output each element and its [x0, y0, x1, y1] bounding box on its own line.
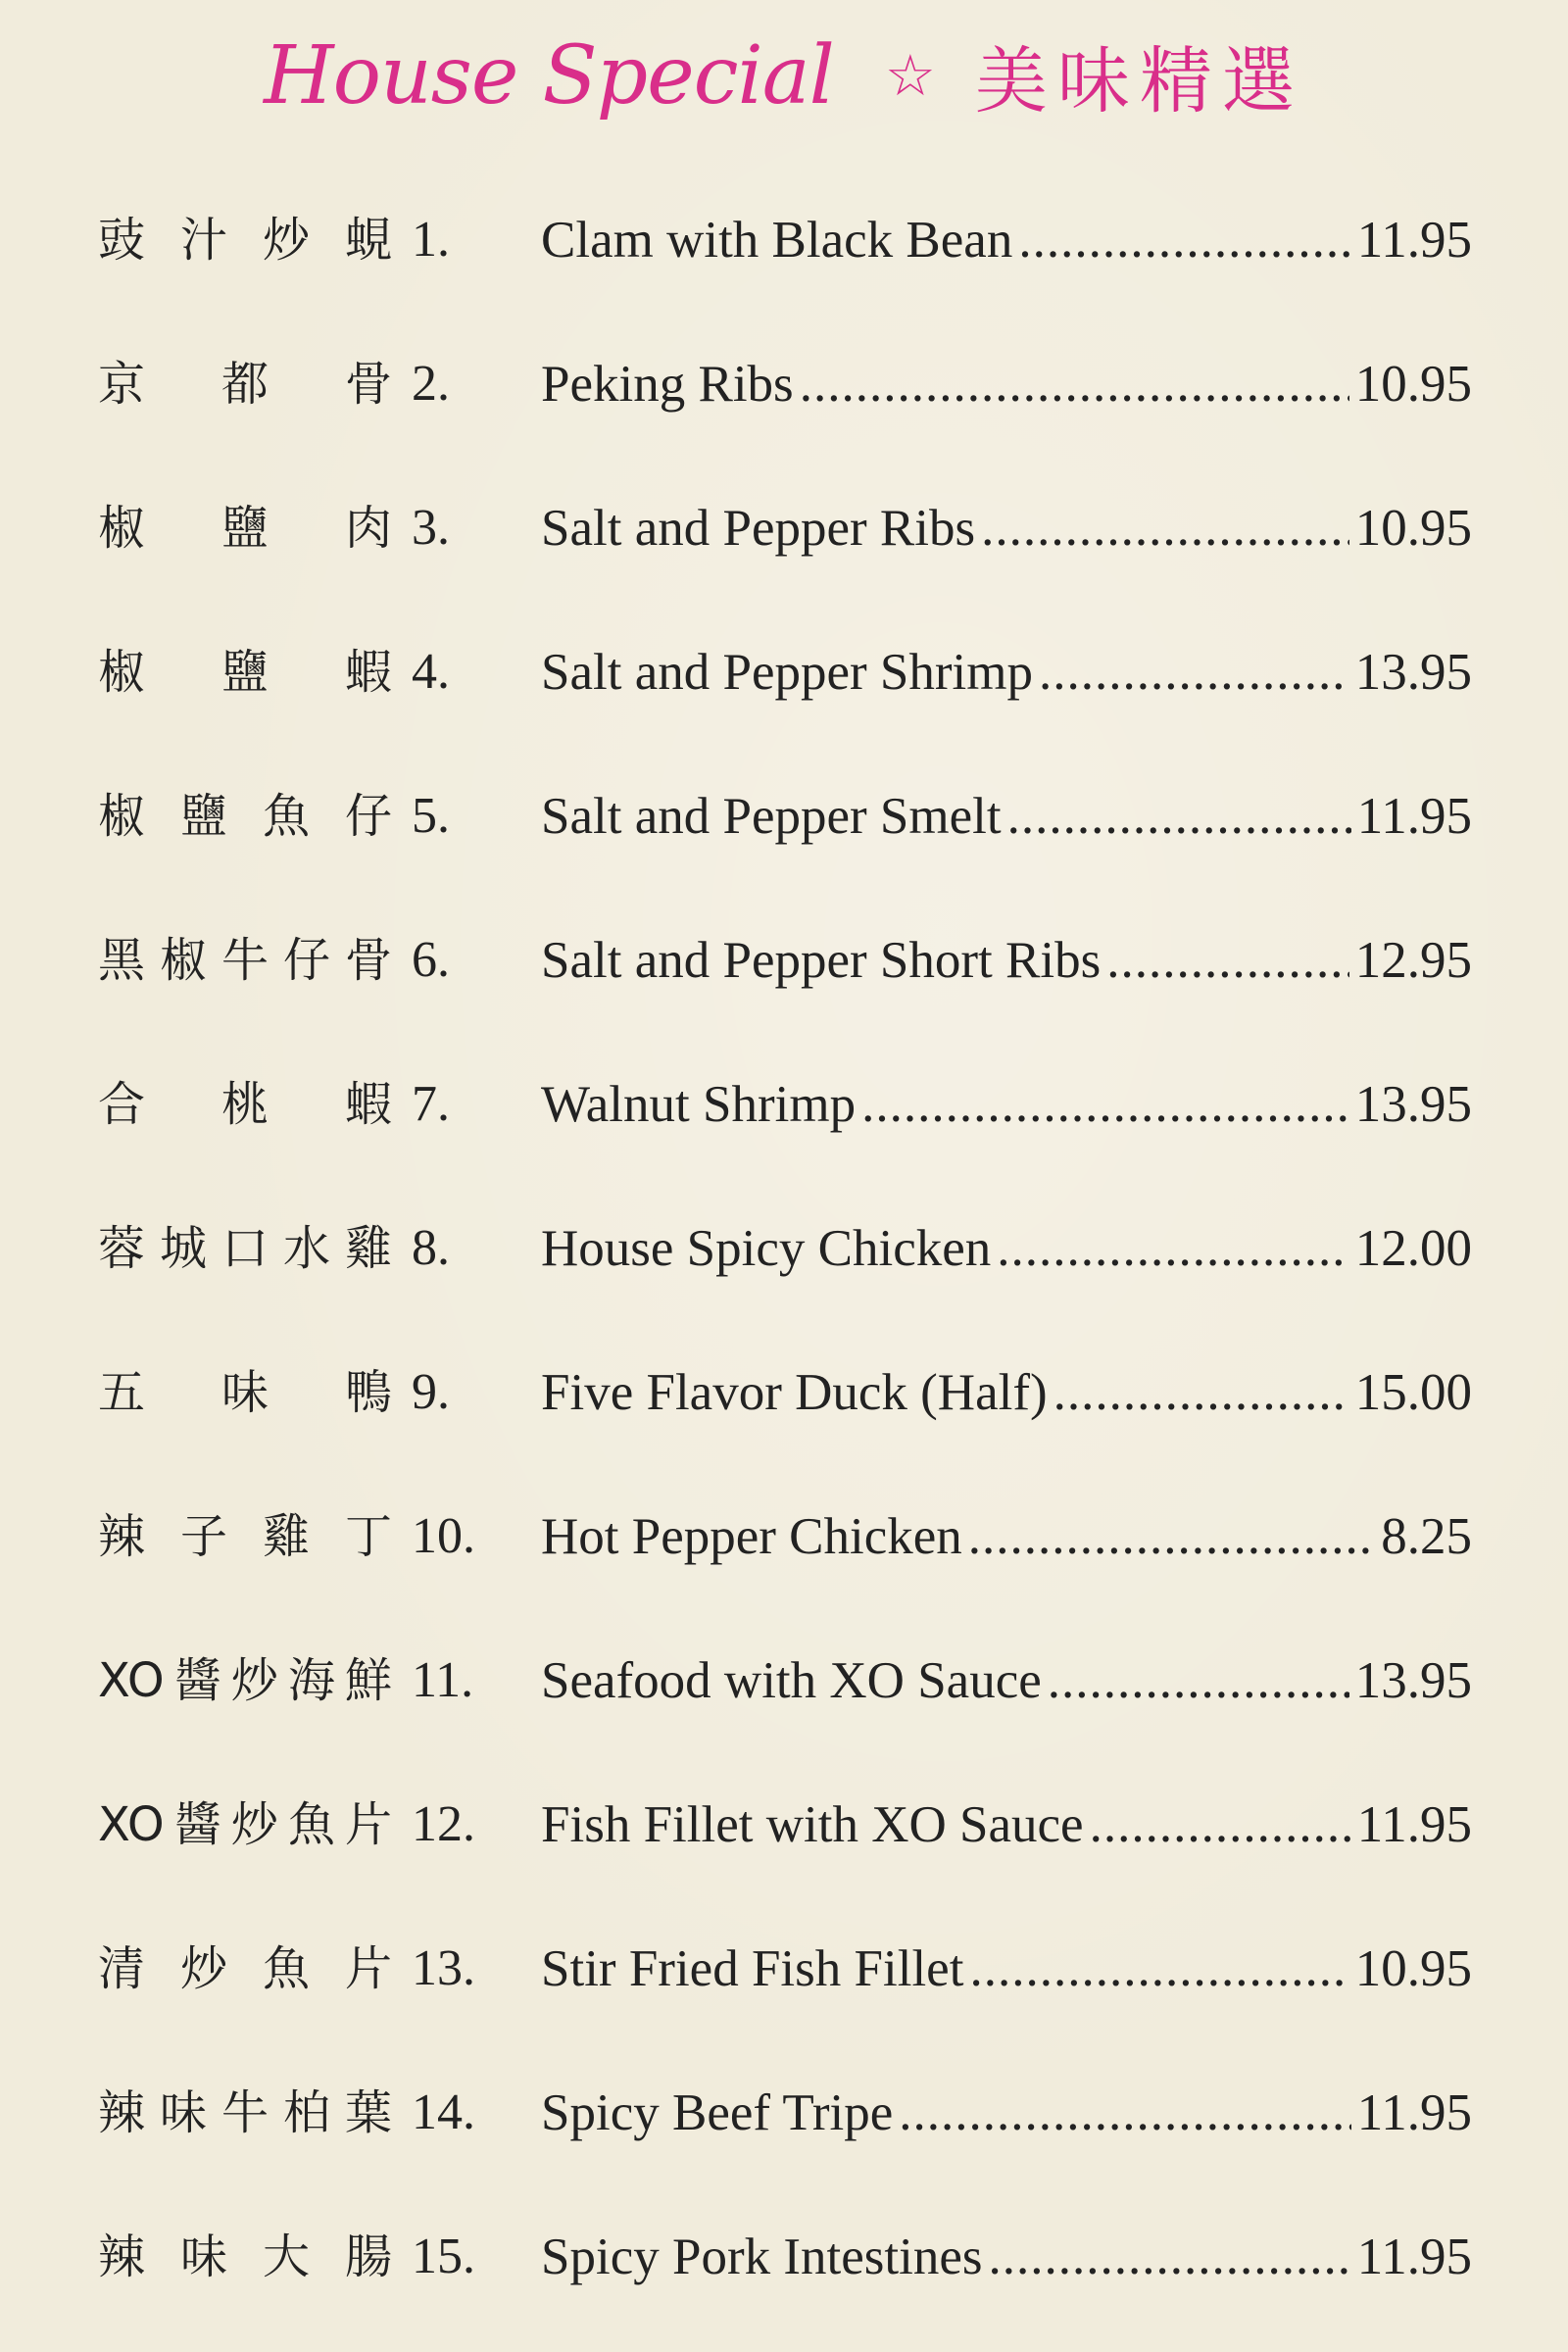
menu-item-number: 11. — [412, 1652, 474, 1708]
menu-item-chinese-char: 骨 — [344, 933, 392, 988]
menu-item-number: 6. — [412, 932, 450, 988]
menu-item-chinese-char: 片 — [344, 1797, 392, 1852]
menu-item-number: 8. — [412, 1220, 450, 1276]
menu-item-chinese-char: 雞 — [262, 1509, 310, 1564]
menu-item-description — [541, 1651, 1472, 1710]
menu-item-chinese-char: 片 — [344, 1941, 392, 1996]
menu-item — [0, 479, 1568, 623]
menu-item-chinese-char: 鴨 — [344, 1365, 392, 1420]
menu-item-chinese-char: 椒 — [159, 933, 207, 988]
menu-item-chinese-name — [98, 1651, 392, 1710]
menu-item — [0, 1055, 1568, 1200]
menu-item-number: 5. — [412, 788, 450, 844]
menu-item-chinese-char: 辣 — [98, 2230, 146, 2284]
menu-item-english-name: Five Flavor Duck (Half) — [541, 1364, 1048, 1421]
menu-item-english-name: House Spicy Chicken — [541, 1220, 992, 1277]
menu-item-description — [541, 1075, 1472, 1134]
menu-item-number: 1. — [412, 212, 450, 268]
menu-item-chinese-char: 清 — [98, 1941, 146, 1996]
menu-item-chinese-char: 蓉 — [98, 1221, 146, 1276]
menu-item-chinese-char: 城 — [159, 1221, 207, 1276]
menu-item-english-name: Spicy Pork Intestines — [541, 2229, 983, 2285]
menu-item — [0, 1920, 1568, 2064]
menu-item-chinese-char: 醬 — [173, 1653, 221, 1708]
menu-item-number: 13. — [412, 1940, 475, 1996]
menu-item-chinese-char: 子 — [179, 1509, 227, 1564]
star-icon: ☆ — [884, 42, 936, 109]
menu-item-price: 11.95 — [1356, 788, 1472, 845]
menu-item — [0, 335, 1568, 479]
dot-leader — [981, 499, 1349, 558]
menu-item-english-name: Peking Ribs — [541, 356, 794, 413]
menu-item-chinese-name — [98, 499, 392, 558]
menu-item-price: 13.95 — [1354, 1652, 1472, 1709]
menu-item-chinese-char: 椒 — [98, 645, 146, 700]
header-title-chinese: 美味精選 — [974, 39, 1304, 123]
menu-item-chinese-char: 口 — [220, 1221, 269, 1276]
menu-item-price: 11.95 — [1356, 2084, 1472, 2141]
menu-item-chinese-char: 汁 — [179, 213, 227, 268]
menu-item-chinese-name — [98, 1075, 392, 1134]
menu-item-chinese-char: 炒 — [230, 1797, 278, 1852]
menu-item-description — [541, 2083, 1472, 2142]
menu-item-number: 14. — [412, 2084, 475, 2140]
menu-item-chinese-char: 仔 — [344, 789, 392, 844]
dot-leader — [1048, 1651, 1349, 1710]
menu-item-description — [541, 499, 1472, 558]
menu-item-english-name: Spicy Beef Tripe — [541, 2084, 894, 2141]
menu-list — [0, 191, 1568, 2352]
menu-item-chinese-char: 味 — [179, 2230, 227, 2284]
menu-item-english-name: Fish Fillet with XO Sauce — [541, 1796, 1084, 1853]
menu-item-chinese-char: 肉 — [344, 501, 392, 556]
menu-item — [0, 767, 1568, 911]
menu-item-chinese-char: 海 — [287, 1653, 335, 1708]
menu-item — [0, 1344, 1568, 1488]
menu-item-english-name: Seafood with XO Sauce — [541, 1652, 1042, 1709]
menu-item-chinese-char: 蜆 — [344, 213, 392, 268]
dot-leader — [861, 1075, 1349, 1134]
menu-item-chinese-char: 炒 — [230, 1653, 278, 1708]
menu-item-chinese-char: 柏 — [282, 2085, 330, 2140]
menu-item-chinese-char: XO — [98, 1797, 165, 1852]
menu-item-chinese-name — [98, 211, 392, 270]
menu-item — [0, 1776, 1568, 1920]
menu-item-price: 13.95 — [1354, 644, 1472, 701]
menu-item-chinese-name — [98, 787, 392, 846]
menu-item-chinese-char: 醬 — [173, 1797, 221, 1852]
dot-leader — [997, 1219, 1348, 1278]
menu-item — [0, 2064, 1568, 2208]
menu-item-chinese-char: 魚 — [287, 1797, 335, 1852]
menu-item-price: 13.95 — [1354, 1076, 1472, 1133]
menu-item-price: 10.95 — [1354, 1940, 1472, 1997]
menu-item-chinese-char: 蝦 — [344, 1077, 392, 1132]
menu-item-chinese-name — [98, 1363, 392, 1422]
dot-leader — [1039, 643, 1349, 702]
menu-item-chinese-char: 丁 — [344, 1509, 392, 1564]
menu-item-chinese-char: 味 — [220, 1365, 269, 1420]
menu-item-chinese-char: 炒 — [262, 213, 310, 268]
menu-item-chinese-name — [98, 1795, 392, 1854]
menu-item-chinese-char: 豉 — [98, 213, 146, 268]
menu-item-chinese-name — [98, 355, 392, 414]
menu-item-price: 10.95 — [1354, 356, 1472, 413]
menu-item-chinese-name — [98, 931, 392, 990]
menu-item-number: 9. — [412, 1364, 450, 1420]
menu-item-chinese-name — [98, 1507, 392, 1566]
dot-leader — [1090, 1795, 1351, 1854]
dot-leader — [968, 1507, 1375, 1566]
menu-item-chinese-char: 五 — [98, 1365, 146, 1420]
menu-item-chinese-char: 辣 — [98, 1509, 146, 1564]
menu-item — [0, 911, 1568, 1055]
menu-item-price: 8.25 — [1381, 1508, 1472, 1565]
header-title-english: House Special — [264, 28, 834, 122]
menu-item-english-name: Salt and Pepper Short Ribs — [541, 932, 1102, 989]
menu-item-chinese-char: 桃 — [220, 1077, 269, 1132]
menu-item-chinese-char: 椒 — [98, 501, 146, 556]
menu-item-chinese-char: 蝦 — [344, 645, 392, 700]
menu-item-price: 15.00 — [1354, 1364, 1472, 1421]
menu-item-chinese-char: 大 — [262, 2230, 310, 2284]
dot-leader — [988, 2228, 1350, 2286]
menu-item — [0, 1200, 1568, 1344]
menu-item-chinese-name — [98, 1939, 392, 1998]
menu-item-english-name: Clam with Black Bean — [541, 212, 1013, 269]
dot-leader — [1106, 931, 1349, 990]
menu-item-chinese-name — [98, 2083, 392, 2142]
menu-item-description — [541, 643, 1472, 702]
menu-item-number: 12. — [412, 1796, 475, 1852]
dot-leader — [899, 2083, 1350, 2142]
menu-item-number: 10. — [412, 1508, 475, 1564]
menu-item-price: 11.95 — [1356, 1796, 1472, 1853]
menu-item-chinese-char: 椒 — [98, 789, 146, 844]
menu-item-description — [541, 1939, 1472, 1998]
menu-item-chinese-char: 腸 — [344, 2230, 392, 2284]
menu-item-english-name: Salt and Pepper Smelt — [541, 788, 1002, 845]
menu-item-english-name: Walnut Shrimp — [541, 1076, 857, 1133]
menu-item-number: 3. — [412, 500, 450, 556]
menu-item — [0, 191, 1568, 335]
menu-item-chinese-char: 味 — [159, 2085, 207, 2140]
menu-item-price: 11.95 — [1356, 212, 1472, 269]
dot-leader — [1007, 787, 1351, 846]
menu-item-chinese-char: 雞 — [344, 1221, 392, 1276]
menu-item-chinese-name — [98, 643, 392, 702]
menu-item-chinese-char: 魚 — [262, 789, 310, 844]
menu-item-price: 10.95 — [1354, 500, 1472, 557]
menu-item-price: 12.00 — [1354, 1220, 1472, 1277]
menu-item-chinese-char: 炒 — [179, 1941, 227, 1996]
menu-item-chinese-name — [98, 1219, 392, 1278]
menu-item-price: 12.95 — [1354, 932, 1472, 989]
dot-leader — [800, 355, 1349, 414]
menu-item-description — [541, 211, 1472, 270]
menu-item-number: 2. — [412, 356, 450, 412]
menu-item-chinese-char: 黑 — [98, 933, 146, 988]
menu-item-english-name: Salt and Pepper Shrimp — [541, 644, 1033, 701]
menu-item-english-name: Salt and Pepper Ribs — [541, 500, 976, 557]
menu-item-number: 7. — [412, 1076, 450, 1132]
menu-item-chinese-name — [98, 2228, 392, 2286]
menu-item-chinese-char: XO — [98, 1653, 165, 1708]
menu-item-chinese-char: 葉 — [344, 2085, 392, 2140]
menu-item-english-name: Hot Pepper Chicken — [541, 1508, 962, 1565]
menu-item — [0, 623, 1568, 767]
menu-item — [0, 1488, 1568, 1632]
menu-item-chinese-char: 鹽 — [179, 789, 227, 844]
menu-item-chinese-char: 鮮 — [344, 1653, 392, 1708]
menu-item-number: 4. — [412, 644, 450, 700]
menu-item-chinese-char: 京 — [98, 357, 146, 412]
menu-item-description — [541, 355, 1472, 414]
dot-leader — [1054, 1363, 1349, 1422]
menu-item — [0, 1632, 1568, 1776]
menu-item-price: 11.95 — [1356, 2229, 1472, 2285]
menu-item-chinese-char: 都 — [220, 357, 269, 412]
menu-item-english-name: Stir Fried Fish Fillet — [541, 1940, 964, 1997]
menu-item — [0, 2208, 1568, 2352]
menu-item-chinese-char: 魚 — [262, 1941, 310, 1996]
menu-item-description — [541, 1363, 1472, 1422]
dot-leader — [1018, 211, 1350, 270]
menu-header — [0, 22, 1568, 129]
menu-item-description — [541, 787, 1472, 846]
menu-item-chinese-char: 鹽 — [220, 501, 269, 556]
menu-item-chinese-char: 辣 — [98, 2085, 146, 2140]
menu-item-chinese-char: 鹽 — [220, 645, 269, 700]
dot-leader — [969, 1939, 1348, 1998]
menu-item-description — [541, 1219, 1472, 1278]
menu-item-chinese-char: 水 — [282, 1221, 330, 1276]
menu-item-chinese-char: 合 — [98, 1077, 146, 1132]
menu-item-description — [541, 931, 1472, 990]
menu-item-description — [541, 1795, 1472, 1854]
menu-item-description — [541, 2228, 1472, 2286]
menu-item-chinese-char: 牛 — [220, 933, 269, 988]
menu-item-chinese-char: 仔 — [282, 933, 330, 988]
menu-item-chinese-char: 牛 — [220, 2085, 269, 2140]
menu-item-description — [541, 1507, 1472, 1566]
menu-item-chinese-char: 骨 — [344, 357, 392, 412]
menu-item-number: 15. — [412, 2229, 475, 2284]
